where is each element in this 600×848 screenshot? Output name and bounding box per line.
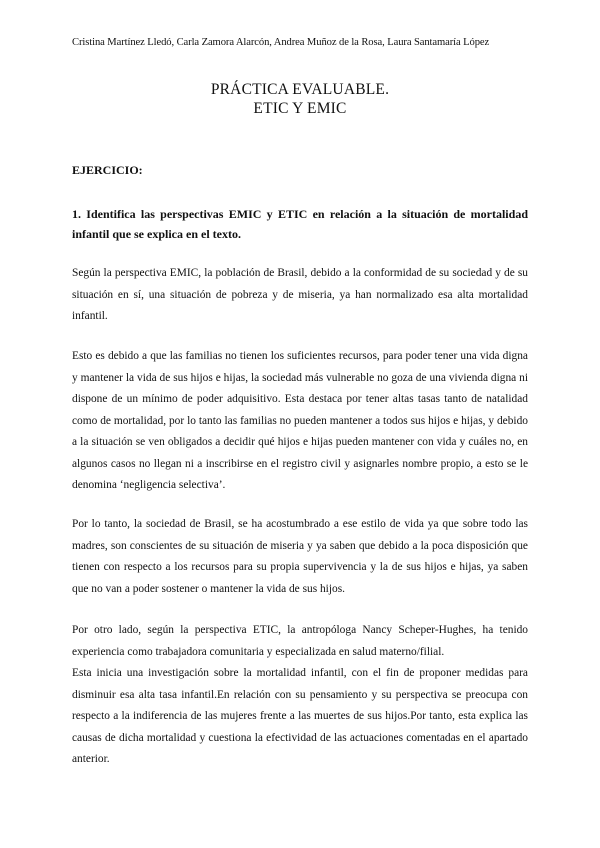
paragraph-emic-intro: Según la perspectiva EMIC, la población de Brasil, debido a la conformidad de su sociedad y de su situación en sí, una situación de pobreza y de miseria, ya han normalizado esa alta mortalidad infantil.: [72, 267, 528, 322]
paragraph-etic-part-2: Esta inicia una investigación sobre la mortalidad infantil, con el fin de proponer medidas para disminuir esa alta tasa infantil.En relación con su pensamiento y su perspectiva se preocupa con respecto a la indiferencia de las mujeres frente a las muertes de sus hijos.Por tanto, esta explica las causas de dicha mortalidad y cuestiona la efectividad de las actuaciones comentadas en el apartado anterior.: [72, 667, 528, 765]
page-title: [0, 80, 600, 118]
paragraph-emic-conclusion: Por lo tanto, la sociedad de Brasil, se ha acostumbrado a ese estilo de vida ya que sobre todo las madres, son conscientes de su situación de miseria y ya saben que debido a la poca disposición que tienen con respecto a los recursos para su propia supervivencia y la de sus hijos e hijas, ya saben que no van a poder sostener o mantener la vida de sus hijos.: [72, 518, 528, 595]
paragraph-etic: [72, 620, 528, 771]
paragraph-emic-causes: Esto es debido a que las familias no tienen los suficientes recursos, para poder tener una vida digna y mantener la vida de sus hijos e hijas, la sociedad más vulnerable no goza de una vivienda digna ni dispone de un mínimo de poder adquisitivo. Esta destaca por tener altas tasas tanto de natalidad como de mortalidad, por lo tanto las familias no pueden mantener a todos sus hijos e hijas, y debido a la situación se ven obligados a decidir qué hijos e hijas pueden mantener con vida y cuáles no, en algunos casos no llegan ni a inscribirse en el registro civil y asignarles nombre propio, a esto se le denomina ‘negligencia selectiva’.: [72, 350, 528, 491]
exercise-question: 1. Identifica las perspectivas EMIC y ETIC en relación a la situación de mortalidad infantil que se explica en el texto.: [72, 207, 528, 241]
exercise-label: EJERCICIO:: [72, 163, 143, 177]
paragraph-etic-part-1: Por otro lado, según la perspectiva ETIC, la antropóloga Nancy Scheper-Hughes, ha tenido experiencia como trabajadora comunitaria y especializada en salud materno/filial.: [72, 624, 528, 658]
author-header: Cristina Martínez Lledó, Carla Zamora Alarcón, Andrea Muñoz de la Rosa, Laura Santamaría López: [72, 37, 490, 48]
title-line-2: ETIC Y EMIC: [253, 100, 347, 117]
title-line-1: PRÁCTICA EVALUABLE.: [210, 81, 390, 98]
